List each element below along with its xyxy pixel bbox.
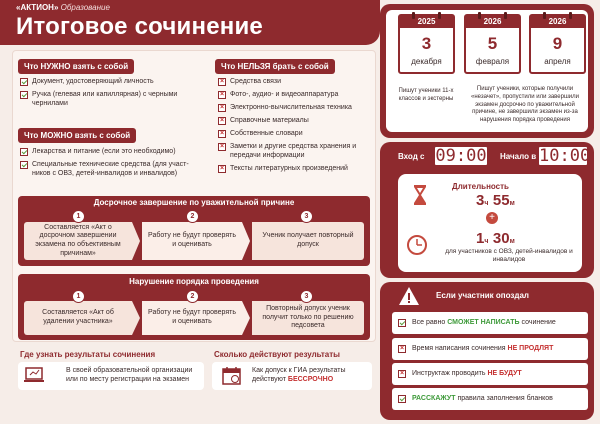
cross-icon: × xyxy=(219,142,225,150)
cross-icon: × xyxy=(219,103,225,111)
date-day: 3 xyxy=(421,34,432,53)
date-day: 9 xyxy=(552,34,563,53)
cross-icon: × xyxy=(399,345,405,352)
early-step-3: Ученик получает повторный допуск xyxy=(252,222,364,260)
list-item: × Собственные словари xyxy=(219,129,303,137)
forbid-heading: Что НЕЛЬЗЯ брать с собой xyxy=(215,56,335,74)
date-day: 5 xyxy=(487,34,498,53)
list-item: Ручка (гелевая или капиллярная) с черными чернилами xyxy=(20,91,198,109)
calendar-ring xyxy=(504,12,507,19)
date-card xyxy=(464,14,521,74)
violation-step-1: Составляется «Акт об удалении участника» xyxy=(24,301,132,335)
list-item: Лекарства и питание (если это необходимо) xyxy=(20,148,200,157)
late-heading: Если участник опоздал xyxy=(436,291,529,300)
list-item: Специальные технические средства (для участ-ников с ОВЗ, детей-инвалидов и инвалидов) xyxy=(20,161,200,179)
step-number: 1 xyxy=(72,210,85,223)
duration-extra: 1ч 30м xyxy=(476,230,515,247)
list-item: × Фото-, аудио- и видеоаппаратура xyxy=(219,90,339,98)
check-icon xyxy=(398,319,406,327)
step-number: 2 xyxy=(186,290,199,303)
list-item: × Электронно-вычислительная техника xyxy=(219,103,352,111)
date-note-reserve: Пишут ученики, которые получили «незачет», пропустили или завершили экзамен досрочно по уважительной причине, не завершили экзамен из-за нарушения порядка проведения xyxy=(471,86,579,124)
date-note-main: Пишут ученики 11-х классов и экстерны xyxy=(398,88,454,102)
calendar-icon xyxy=(222,366,242,386)
late-row: РАССКАЖУТ правила заполнения бланков xyxy=(392,388,588,410)
violation-step-3: Повторный допуск ученик получит только по решению педсовета xyxy=(252,301,364,335)
cross-icon: × xyxy=(219,78,225,85)
duration-main: 3ч 55м xyxy=(476,192,515,209)
results-heading: Где узнать результаты сочинения xyxy=(20,350,156,359)
forbid-list xyxy=(218,78,374,178)
violation-heading: Нарушение порядка проведения xyxy=(129,277,259,286)
results-text: В своей образовательной организации или по месту регистрации на экзамен xyxy=(66,367,193,384)
early-heading: Досрочное завершение по уважительной причине xyxy=(93,198,295,207)
calendar-ring xyxy=(412,12,415,19)
duration-note: для участников с ОВЗ, детей-инвалидов и инвалидов xyxy=(445,248,573,264)
calendar-ring xyxy=(569,12,572,19)
start-label: Начало в xyxy=(500,152,537,161)
list-item: × Справочные материалы xyxy=(219,116,309,124)
check-icon xyxy=(20,91,28,99)
need-heading: Что НУЖНО взять с собой xyxy=(18,56,134,74)
cross-icon: × xyxy=(219,164,225,172)
date-year: 2026 xyxy=(466,16,519,28)
list-item: × Заметки и другие средства хранения и передачи информации xyxy=(219,142,357,159)
list-item: × Средства связи xyxy=(219,78,282,85)
violation-step-2: Работу не будут проверять и оценивать xyxy=(142,301,242,335)
cross-icon: × xyxy=(219,129,225,137)
cross-icon: × xyxy=(399,370,405,377)
date-year: 2026 xyxy=(531,16,584,28)
cross-icon: × xyxy=(219,90,225,98)
hourglass-icon xyxy=(412,184,428,206)
validity-text: Как допуск к ГИА результаты действуют БЕССРОЧНО xyxy=(252,367,346,384)
arrow-icon xyxy=(242,222,250,260)
plus-icon: + xyxy=(486,212,498,224)
duration-label: Длительность xyxy=(452,182,509,191)
date-month: апреля xyxy=(544,57,571,66)
computer-icon xyxy=(24,366,46,386)
check-icon xyxy=(20,78,28,86)
date-month: февраля xyxy=(475,57,510,66)
entry-time: 09:00 xyxy=(435,146,487,166)
late-row: Все равно СМОЖЕТ НАПИСАТЬ сочинение xyxy=(392,312,588,334)
calendar-ring xyxy=(543,12,546,19)
check-icon xyxy=(20,161,28,169)
step-number: 3 xyxy=(300,290,313,303)
warning-icon xyxy=(398,286,420,306)
cross-icon: × xyxy=(219,116,225,124)
date-card xyxy=(398,14,455,74)
date-year: 2025 xyxy=(400,16,453,28)
calendar-ring xyxy=(478,12,481,19)
step-number: 3 xyxy=(300,210,313,223)
list-item: Документ, удостоверяющий личность xyxy=(20,78,198,87)
page-title: Итоговое сочинение xyxy=(16,13,263,40)
check-icon xyxy=(398,395,406,403)
date-month: декабря xyxy=(411,57,442,66)
list-item: × Тексты литературных произведений xyxy=(219,164,348,172)
late-row: × Время написания сочинения НЕ ПРОДЛЯТ xyxy=(392,338,588,360)
entry-label: Вход с xyxy=(398,152,425,161)
validity-heading: Сколько действуют результаты xyxy=(214,350,340,359)
late-row: × Инструктаж проводить НЕ БУДУТ xyxy=(392,363,588,385)
brand-logo: «АКТИОН» Образование xyxy=(16,3,110,12)
arrow-icon xyxy=(132,301,140,335)
calendar-ring xyxy=(438,12,441,19)
start-time: 10:00 xyxy=(539,146,591,166)
date-card xyxy=(529,14,586,74)
header-banner xyxy=(0,0,380,45)
may-list xyxy=(20,148,200,183)
early-step-2: Работу не будут проверять и оценивать xyxy=(142,222,242,260)
arrow-icon xyxy=(242,301,250,335)
may-heading: Что МОЖНО взять с собой xyxy=(18,125,136,143)
clock-icon xyxy=(406,234,432,256)
need-list xyxy=(20,78,198,113)
arrow-icon xyxy=(132,222,140,260)
step-number: 2 xyxy=(186,210,199,223)
early-step-1: Составляется «Акт о досрочном завершении экзамена по объективным причинам» xyxy=(24,222,132,260)
check-icon xyxy=(20,148,28,156)
step-number: 1 xyxy=(72,290,85,303)
